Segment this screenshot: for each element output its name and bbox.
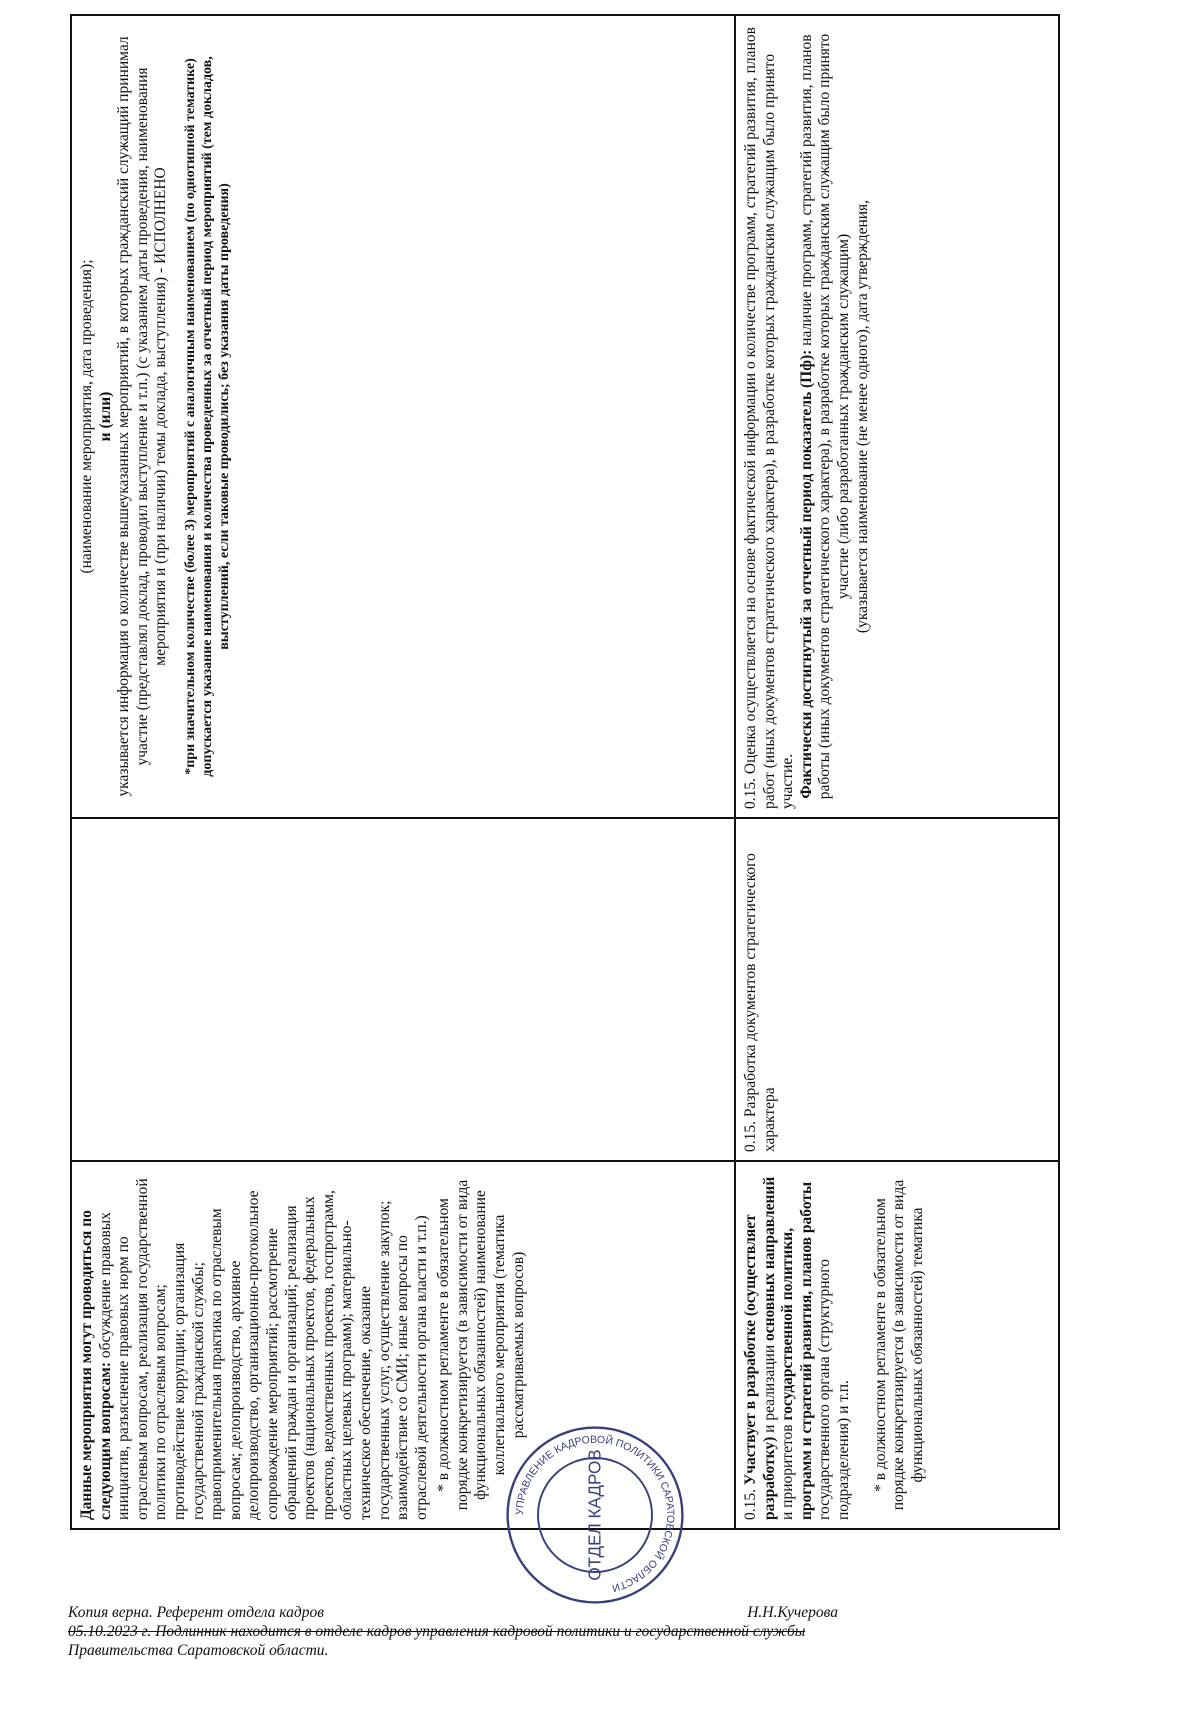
and-or-label: и (или)	[96, 391, 114, 442]
duty-heading: Данные мероприятия могут проводиться по следующим вопросам:	[78, 1210, 114, 1520]
criteria-table	[70, 14, 1060, 1530]
table-row	[735, 15, 1059, 1529]
item-number: 0.15.	[742, 1489, 759, 1520]
duty-text-1: и реализации	[760, 1341, 778, 1437]
name-date-note: (указывается наименование (не менее одного), дата утверждения,	[853, 199, 871, 634]
duty-note: * в должностном регламенте в обязательном порядке конкретизируется (в зависимости от вида функциональных обязанностей) тематика	[871, 1179, 926, 1511]
evaluation-cell	[735, 15, 1059, 818]
actual-indicator	[798, 24, 854, 809]
rotated-page	[40, 27, 1080, 1560]
signatory-name: Н.Н.Кучерова	[747, 1604, 838, 1621]
stamp-center-text: ОТДЕЛ КАДРОВ	[585, 1449, 605, 1581]
duty-note: * в должностном регламенте в обязательном порядке конкретизируется (в зависимости от вида функциональных обязанностей) наименование коллегиального мероприятия (тематика рассматриваемых вопросов)	[435, 1179, 527, 1511]
duty-topics: обсуждение правовых инициатив, разъяснение правовых норм по отраслевым вопросам, реализация государственной политики по отраслевым вопросам; противодействие коррупции; организация государственной гражданской службы; правоприменительная практика по отраслевым вопросам; делопроизводство, архивное делопроизводство, организационно-протокольное сопровождение мероприятий; рассмотрение обращений граждан и организаций; реализация проектов (национальных проектов, федеральных проектов, ведомственных проектов, госпрограмм, областных целевых программ); материально-техническое обеспечение, оказание государственных услуг, осуществление закупок; взаимодействие со СМИ; иные вопросы по отраслевой деятельности органа власти и т.п.)	[96, 1178, 430, 1520]
indicator-text: наличие программ, стратегий развития, планов работы (иных документов стратегического характера), в разработке которых гражданским служащим было принято участие (либо разработанных гражданским служащим)	[797, 33, 852, 800]
evaluation-basis: 0.15. Оценка осуществляется на основе фактической информации о количестве программ, стратегий развития, планов работ (иных документов стратегического характера), в разработке которых гражданским служащим было принято участие.	[742, 27, 797, 809]
event-count-info: указывается информация о количестве вышеуказанных мероприятий, в которых гражданский служащий принимал участие (представлял доклад, проводил выступление и т.п.) (с указанием даты проведения, наименования мероприятия и (при наличии) темы доклада, выступления) - ИСПОЛНЕНО	[115, 36, 170, 797]
duty-text-3: государственного органа (структурного подразделения) и т.п.	[816, 1258, 852, 1520]
duty-bold-2: основных направлений	[760, 1176, 778, 1342]
footer-line-2: 05.10.2023 г. Подлинник находится в отделе кадров управления кадровой политики и государственной службы	[68, 1622, 806, 1640]
official-stamp	[500, 1420, 690, 1610]
indicator-label: Фактически достигнутый за отчетный период показатель (Пф):	[797, 349, 815, 799]
strategy-duty	[742, 1170, 854, 1520]
duty-text-2: и приоритетов	[779, 1420, 797, 1520]
evaluation-cell	[71, 15, 735, 818]
certification-footer	[68, 1604, 1178, 1661]
bulk-events-note: *при значительном количестве (более 3) мероприятий с аналогичным наименованием (по однотипной тематике) допускается указание наименования и количества проведенных за отчетный период мероприятий (тем докладов, выступлений, если таковые проводились; без указания даты проведения)	[182, 56, 232, 777]
event-name-note: (наименование мероприятия, дата проведения);	[78, 259, 95, 574]
indicator-cell: 0.15. Разработка документов стратегического характера	[735, 818, 1059, 1161]
footer-line-3: Правительства Саратовской области.	[68, 1641, 329, 1659]
certified-copy-label: Копия верна. Референт отдела кадров	[68, 1604, 324, 1621]
table-row	[71, 15, 735, 1529]
duty-bold-3: государственной политики, программ и стратегий развития, планов работы	[779, 1181, 815, 1520]
stamp-ring-text: УПРАВЛЕНИЕ КАДРОВОЙ ПОЛИТИКИ САРАТОВСКОЙ ОБЛАСТИ	[514, 1434, 676, 1594]
duty-bold-1: Участвует в разработке (осуществляет разработку)	[742, 1214, 778, 1520]
duty-text	[78, 1170, 431, 1520]
indicator-cell	[71, 818, 735, 1161]
duty-cell	[735, 1161, 1059, 1529]
footer-line-1	[68, 1604, 1178, 1623]
